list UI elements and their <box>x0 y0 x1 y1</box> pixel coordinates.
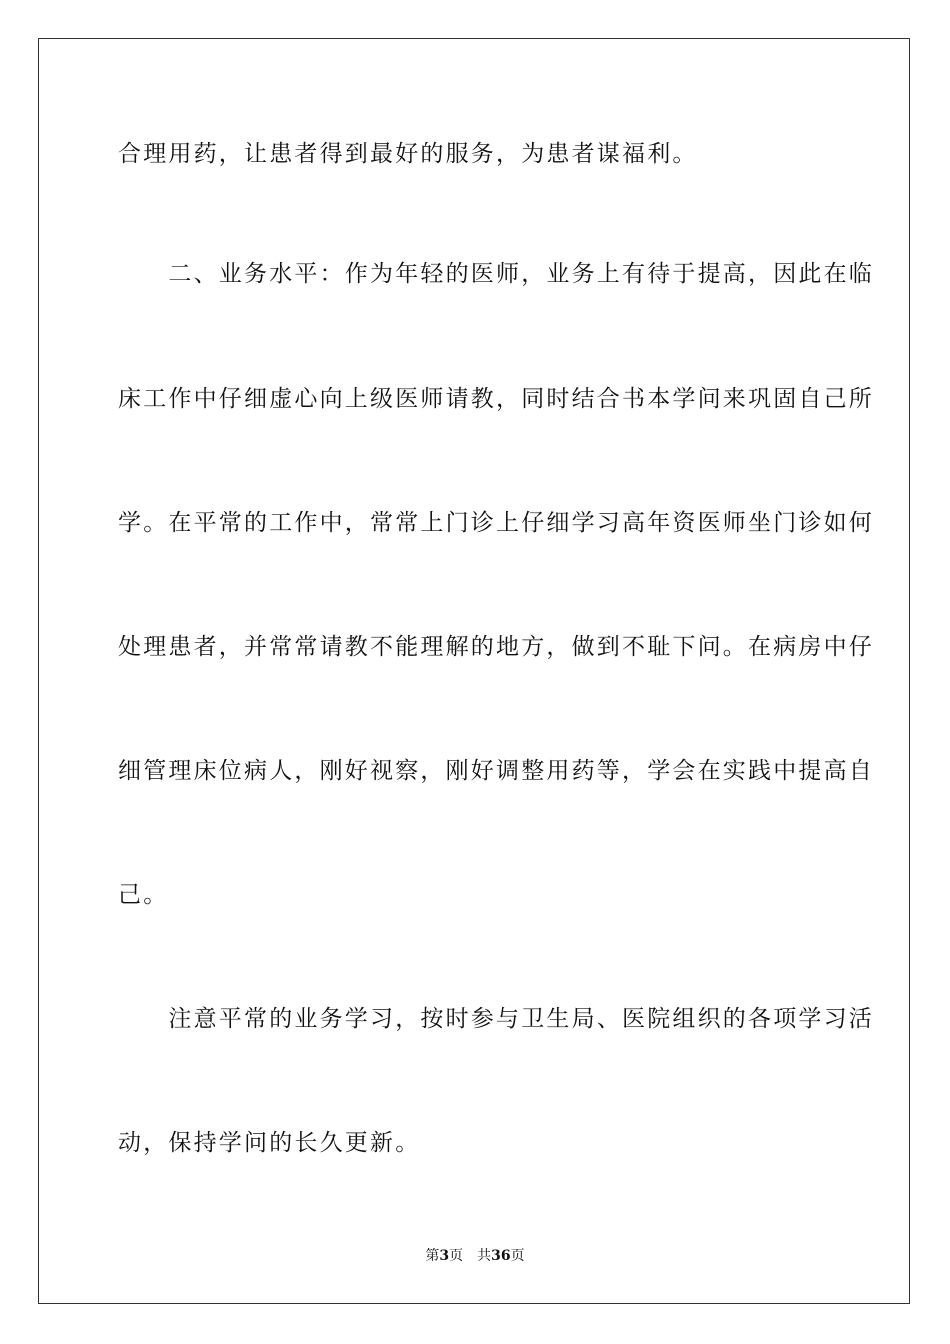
text-line-6: 细管理床位病人，刚好视察，刚好调整用药等，学会在实践中提高自 <box>118 758 874 784</box>
total-pages: 36 <box>491 1248 511 1264</box>
text-line-9: 动，保持学问的长久更新。 <box>118 1130 421 1156</box>
page-footer <box>0 1247 950 1265</box>
text-line-2: 二、业务水平：作为年轻的医师，业务上有待于提高，因此在临 <box>118 261 874 287</box>
page-suffix: 页 <box>449 1248 464 1264</box>
text-line-5: 处理患者，并常常请教不能理解的地方，做到不耻下问。在病房中仔 <box>118 634 874 660</box>
total-suffix: 页 <box>510 1248 525 1264</box>
page-prefix: 第 <box>425 1248 440 1264</box>
page-number: 3 <box>439 1248 450 1264</box>
text-line-7: 己。 <box>118 882 169 908</box>
text-line-8: 注意平常的业务学习，按时参与卫生局、医院组织的各项学习活 <box>118 1006 874 1032</box>
total-prefix: 共 <box>477 1248 492 1264</box>
text-line-1: 合理用药，让患者得到最好的服务，为患者谋福利。 <box>118 141 698 167</box>
text-line-3: 床工作中仔细虚心向上级医师请教，同时结合书本学问来巩固自己所 <box>118 386 874 412</box>
text-line-4: 学。在平常的工作中，常常上门诊上仔细学习高年资医师坐门诊如何 <box>118 510 874 536</box>
page-border <box>38 38 910 1304</box>
